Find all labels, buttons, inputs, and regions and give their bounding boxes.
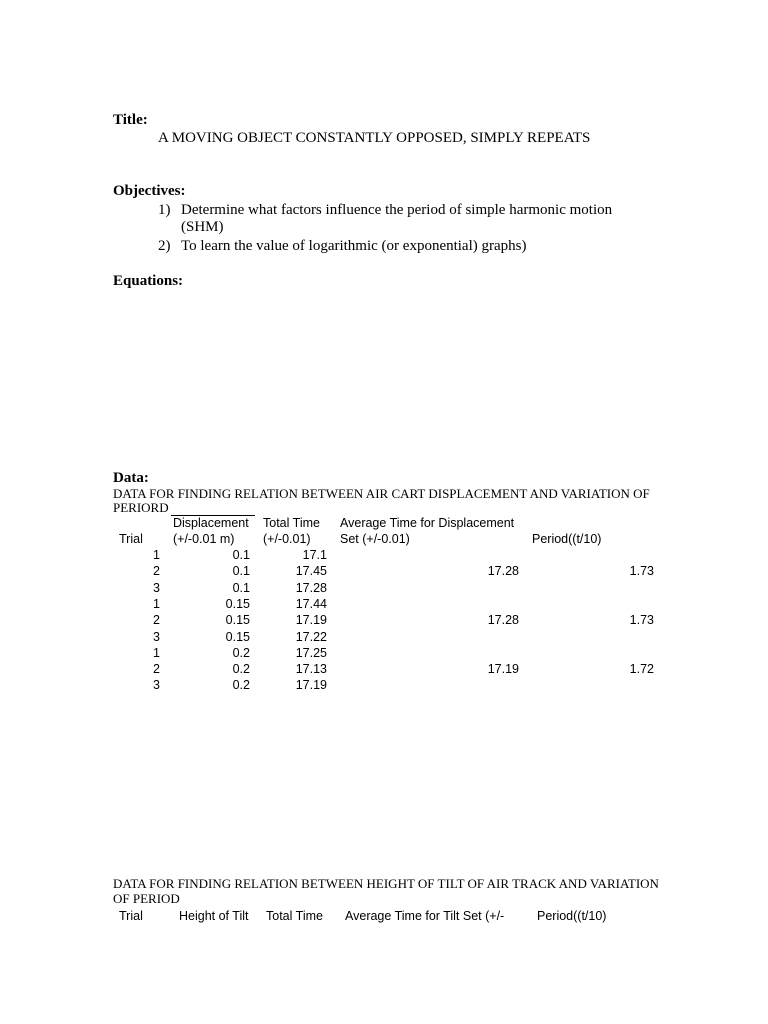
cell-period: 1.73 (629, 564, 654, 579)
cell-average-time: 17.19 (487, 662, 519, 677)
header-total-time-unit: (+/-0.01) (263, 532, 311, 546)
cell-total-time: 17.13 (295, 662, 327, 677)
cell-average-time: 17.28 (487, 613, 519, 628)
table2-header-average-time: Average Time for Tilt Set (+/- (345, 909, 505, 923)
cell-total-time: 17.44 (295, 596, 327, 611)
cell-trial: 3 (153, 678, 160, 693)
page-title: A MOVING OBJECT CONSTANTLY OPPOSED, SIMPLY REPEATS (158, 130, 591, 146)
objectives-label: Objectives: (113, 183, 186, 199)
table2-caption-continued: OF PERIOD (113, 891, 180, 906)
table2-header-height: Height of Tilt (179, 909, 249, 923)
cell-trial: 3 (153, 629, 160, 644)
header-displacement-unit: (+/-0.01 m) (173, 532, 235, 546)
cell-average-time: 17.28 (487, 564, 519, 579)
cell-total-time: 17.19 (295, 613, 327, 628)
cell-displacement: 0.15 (225, 596, 250, 611)
cell-displacement: 0.15 (225, 613, 250, 628)
cell-total-time: 17.28 (295, 580, 327, 595)
cell-period: 1.72 (629, 662, 654, 677)
header-displacement: Displacement (173, 516, 249, 530)
objective-1-number: 1) (158, 202, 171, 218)
title-label: Title: (113, 112, 148, 128)
header-trial: Trial (119, 532, 143, 546)
cell-trial: 1 (153, 548, 160, 562)
cell-total-time: 17.45 (295, 564, 327, 579)
cell-total-time: 17.22 (295, 629, 327, 644)
cell-trial: 2 (153, 662, 160, 677)
cell-trial: 1 (153, 596, 160, 611)
data-label: Data: (113, 470, 149, 486)
cell-trial: 3 (153, 580, 160, 595)
table1-caption: DATA FOR FINDING RELATION BETWEEN AIR CART DISPLACEMENT AND VARIATION OF (113, 486, 650, 501)
cell-displacement: 0.2 (232, 645, 250, 660)
cell-trial: 2 (153, 564, 160, 579)
cell-displacement: 0.1 (232, 548, 250, 562)
cell-displacement: 0.15 (225, 629, 250, 644)
header-average-time-unit: Set (+/-0.01) (340, 532, 410, 546)
header-period: Period((t/10) (532, 532, 602, 546)
cell-displacement: 0.2 (232, 662, 250, 677)
cell-trial: 2 (153, 613, 160, 628)
cell-displacement: 0.1 (232, 564, 250, 579)
objective-2-text: To learn the value of logarithmic (or exponential) graphs) (181, 238, 527, 254)
objective-2-number: 2) (158, 238, 171, 254)
table1-caption-continued: PERIORD (113, 500, 169, 515)
cell-period: 1.73 (629, 613, 654, 628)
table2-caption: DATA FOR FINDING RELATION BETWEEN HEIGHT OF TILT OF AIR TRACK AND VARIATION (113, 876, 659, 891)
cell-displacement: 0.1 (232, 580, 250, 595)
cell-trial: 1 (153, 645, 160, 660)
header-total-time: Total Time (263, 516, 320, 530)
cell-displacement: 0.2 (232, 678, 250, 693)
equations-label: Equations: (113, 273, 184, 289)
header-average-time: Average Time for Displacement (340, 516, 515, 530)
table2-header-period: Period((t/10) (537, 909, 607, 923)
table2-header-total-time: Total Time (266, 909, 323, 923)
cell-total-time: 17.1 (302, 548, 327, 562)
objective-1-text: Determine what factors influence the period of simple harmonic motion (181, 202, 613, 218)
cell-total-time: 17.25 (295, 645, 327, 660)
cell-total-time: 17.19 (295, 678, 327, 693)
objective-1-text-continued: (SHM) (181, 219, 224, 235)
table2-header-trial: Trial (119, 909, 143, 923)
